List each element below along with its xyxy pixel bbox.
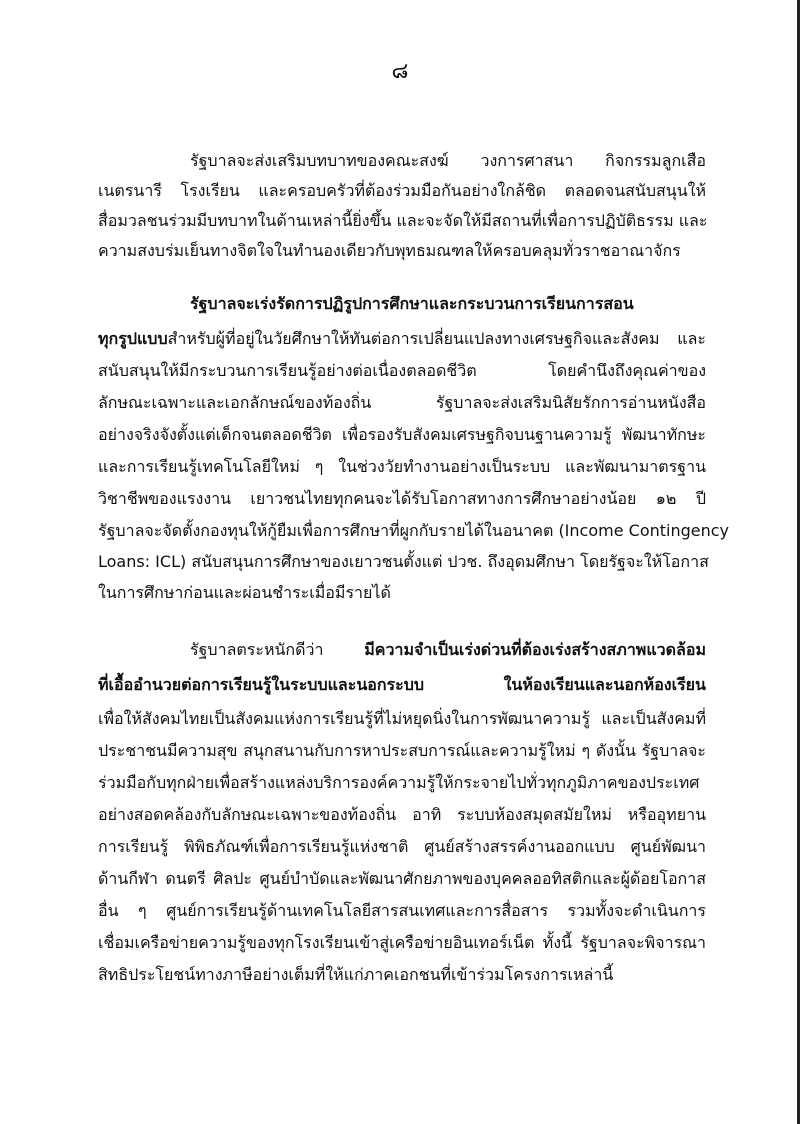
line-text: ด้านกีฬา ดนตรี ศิลปะ ศูนย์บำบัดและพัฒนาศักยภาพของบุคคลออทิสติกและผู้ด้อยโอกาส xyxy=(98,869,706,888)
line-text: อย่างสอดคล้องกับลักษณะเฉพาะของท้องถิ่น อาทิ ระบบห้องสมุดสมัยใหม่ หรืออุทยาน xyxy=(98,805,706,824)
line-text: เนตรนารี โรงเรียน และครอบครัวที่ต้องร่วมมือกันอย่างใกล้ชิด ตลอดจนสนับสนุนให้ xyxy=(98,181,706,200)
paragraph-2-line-10 xyxy=(98,577,391,609)
paragraph-3-line-2 xyxy=(98,669,706,701)
page-number: ๘ xyxy=(391,59,409,84)
line-text: ร่วมมือกับทุกฝ่ายเพื่อสร้างแหล่งบริการองค์ความรู้ให้กระจายไปทั่วทุกภูมิภาคของประเทศ xyxy=(98,773,700,792)
line-text: การเรียนรู้ พิพิธภัณฑ์เพื่อการเรียนรู้แห่งชาติ ศูนย์สร้างสรรค์งานออกแบบ ศูนย์พัฒนา xyxy=(98,837,706,856)
line-bold-text: มีความจำเป็นเร่งด่วนที่ต้องเร่งสร้างสภาพแวดล้อม xyxy=(364,640,706,659)
line-text: และการเรียนรู้เทคโนโลยีใหม่ ๆ ในช่วงวัยทำงานอย่างเป็นระบบ และพัฒนามาตรฐาน xyxy=(98,457,706,476)
line-text: รัฐบาลจะส่งเสริมบทบาทของคณะสงฆ์ วงการศาสนา กิจกรรมลูกเสือ xyxy=(190,151,706,170)
line-text: รัฐบาลตระหนักดีว่า xyxy=(190,640,365,659)
paragraph-3-line-10 xyxy=(98,927,706,959)
line-text: อื่น ๆ ศูนย์การเรียนรู้ด้านเทคโนโลยีสารสนเทศและการสื่อสาร รวมทั้งจะดำเนินการ xyxy=(98,901,706,920)
paragraph-3-line-7 xyxy=(98,831,706,863)
line-text: ประชาชนมีความสุข สนุกสนานกับการหาประสบการณ์และความรู้ใหม่ ๆ ดังนั้น รัฐบาลจะ xyxy=(98,741,706,760)
paragraph-2-line-7 xyxy=(98,483,706,515)
line-bold-text: ที่เอื้ออำนวยต่อการเรียนรู้ในระบบและนอกระบบ ในห้องเรียนและนอกห้องเรียน xyxy=(98,675,706,694)
paragraph-3-line-6 xyxy=(98,799,706,831)
paragraph-2-line-1 xyxy=(190,288,706,320)
line-text: ความสงบร่มเย็นทางจิตใจในทำนองเดียวกับพุทธมณฑลให้ครอบคลุมทั่วราชอาณาจักร xyxy=(98,241,681,260)
paragraph-3-line-9 xyxy=(98,895,706,927)
line-text: เชื่อมเครือข่ายความรู้ของทุกโรงเรียนเข้าสู่เครือข่ายอินเทอร์เน็ต ทั้งนี้ รัฐบาลจะพิจารณา xyxy=(98,933,706,952)
line-text: รัฐบาลจะจัดตั้งกองทุนให้กู้ยืมเพื่อการศึกษาที่ผูกกับรายได้ในอนาคต (Income Contingency xyxy=(98,521,730,540)
line-text: Loans: ICL) สนับสนุนการศึกษาของเยาวชนตั้งแต่ ปวช. ถึงอุดมศึกษา โดยรัฐจะให้โอกาส xyxy=(98,552,709,571)
line-text: สิทธิประโยชน์ทางภาษีอย่างเต็มที่ให้แก่ภาคเอกชนที่เข้าร่วมโครงการเหล่านี้ xyxy=(98,965,614,984)
paragraph-2-line-5 xyxy=(98,419,706,451)
paragraph-2-line-9 xyxy=(98,546,709,578)
paragraph-1-line-3 xyxy=(98,205,706,237)
line-text: สนับสนุนให้มีกระบวนการเรียนรู้อย่างต่อเนื่องตลอดชีวิต โดยคำนึงถึงคุณค่าของ xyxy=(98,361,706,380)
paragraph-2-line-2 xyxy=(98,323,706,355)
line-text: ในการศึกษาก่อนและผ่อนชำระเมื่อมีรายได้ xyxy=(98,583,391,602)
paragraph-3-line-1 xyxy=(190,634,706,666)
paragraph-2-line-3 xyxy=(98,355,706,387)
line-bold-text: ทุกรูปแบบ xyxy=(98,329,168,348)
line-text: สื่อมวลชนร่วมมีบทบาทในด้านเหล่านี้ยิ่งขึ้น และจะจัดให้มีสถานที่เพื่อการปฏิบัติธรรม และ xyxy=(98,211,708,230)
paragraph-1-line-4 xyxy=(98,235,681,267)
paragraph-2-line-4 xyxy=(98,387,706,419)
line-text: วิชาชีพของแรงงาน เยาวชนไทยทุกคนจะได้รับโอกาสทางการศึกษาอย่างน้อย ๑๒ ปี xyxy=(98,489,706,508)
line-text: เพื่อให้สังคมไทยเป็นสังคมแห่งการเรียนรู้ที่ไม่หยุดนิ่งในการพัฒนาความรู้ และเป็นสังคมที่ xyxy=(98,709,706,728)
paragraph-2-line-8 xyxy=(98,515,730,547)
paragraph-3-line-3 xyxy=(98,703,706,735)
line-bold-text: รัฐบาลจะเร่งรัดการปฏิรูปการศึกษาและกระบวนการเรียนการสอน xyxy=(190,294,634,313)
line-text: สำหรับผู้ที่อยู่ในวัยศึกษาให้ทันต่อการเปลี่ยนแปลงทางเศรษฐกิจและสังคม และ xyxy=(167,329,706,348)
paragraph-2-line-6 xyxy=(98,451,706,483)
paragraph-3-line-11 xyxy=(98,959,613,991)
line-text: อย่างจริงจังตั้งแต่เด็กจนตลอดชีวิต เพื่อรองรับสังคมเศรษฐกิจบนฐานความรู้ พัฒนาทักษะ xyxy=(98,425,706,444)
paragraph-3-line-8 xyxy=(98,863,706,895)
paragraph-1-line-1 xyxy=(190,145,706,177)
line-text: ลักษณะเฉพาะและเอกลักษณ์ของท้องถิ่น รัฐบาลจะส่งเสริมนิสัยรักการอ่านหนังสือ xyxy=(98,393,706,412)
paragraph-3-line-5 xyxy=(98,767,706,799)
paragraph-3-line-4 xyxy=(98,735,706,767)
paragraph-1-line-2 xyxy=(98,175,706,207)
